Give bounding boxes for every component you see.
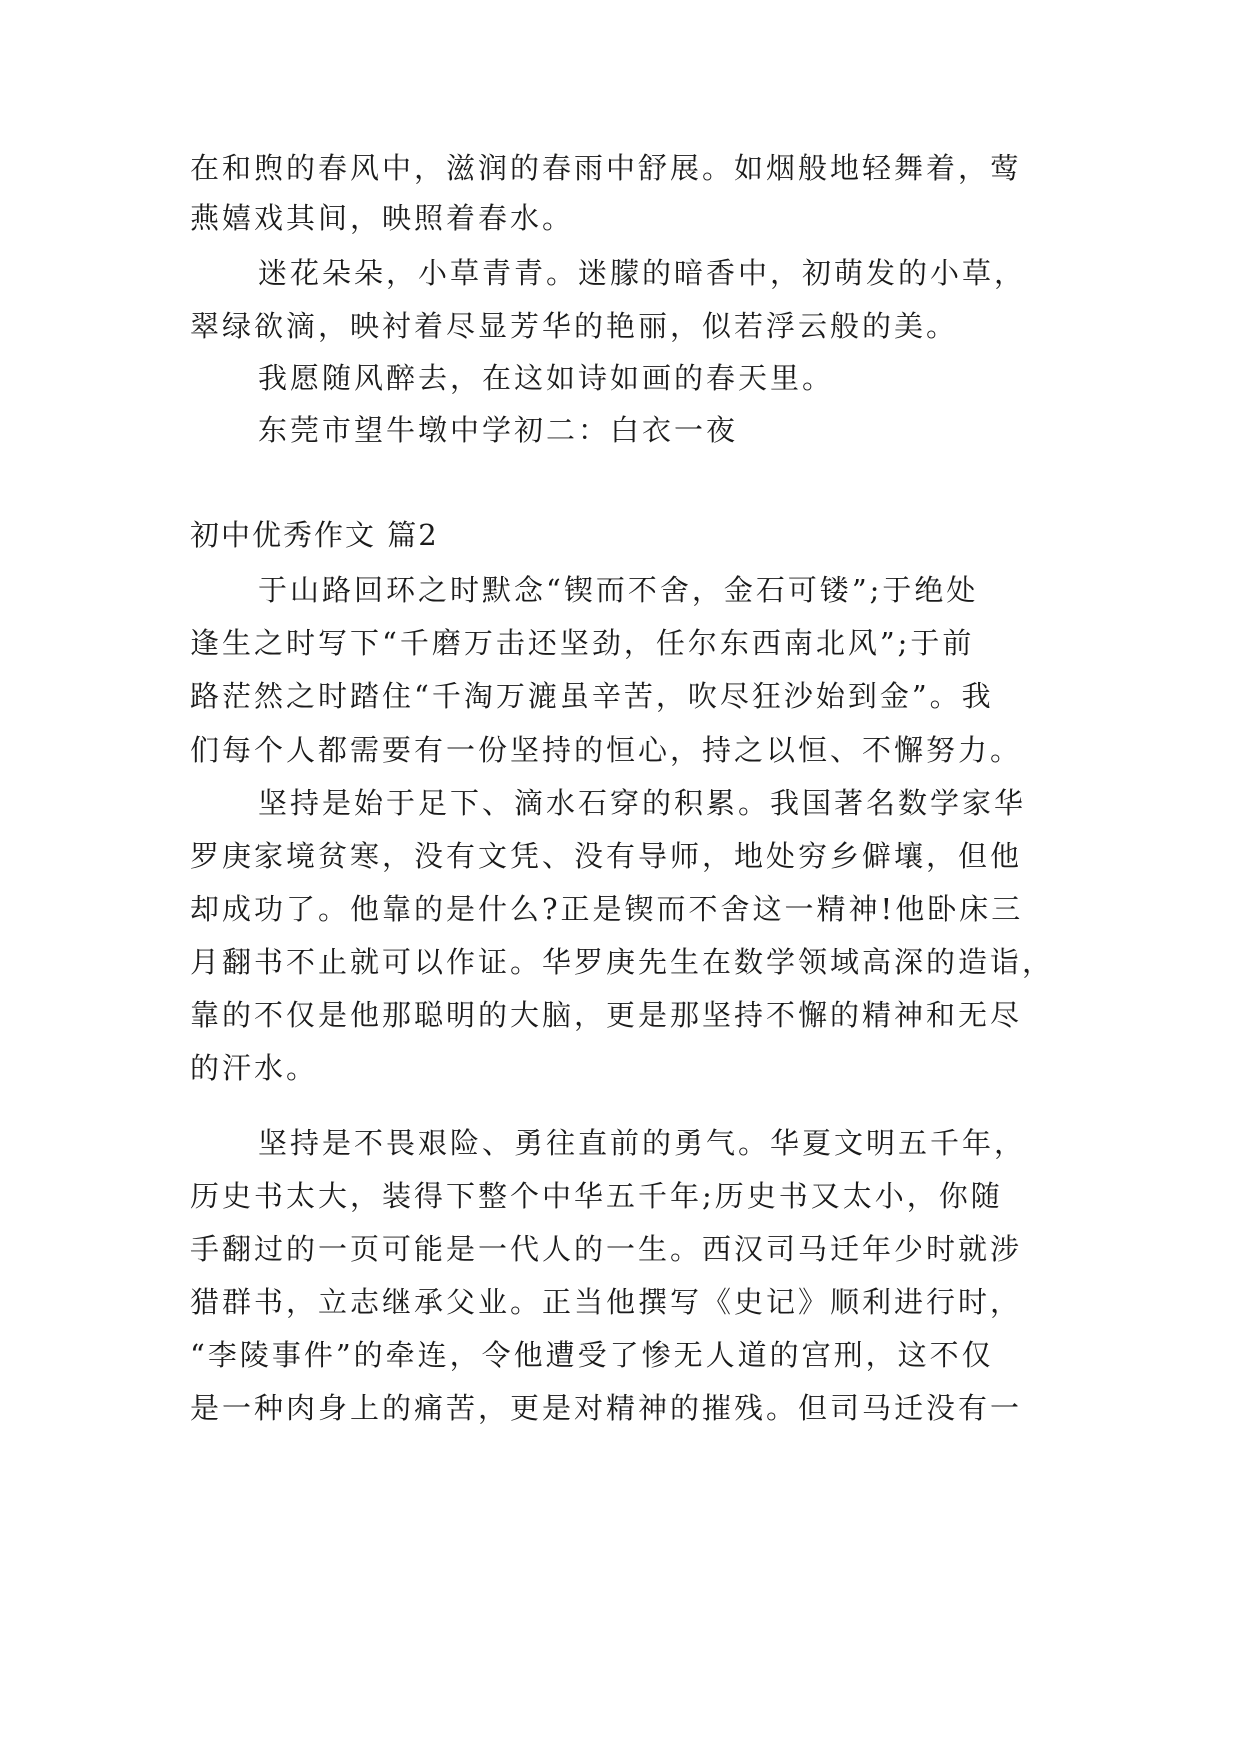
paragraph-line: 在和煦的春风中，滋润的春雨中舒展。如烟般地轻舞着，莺 (190, 151, 1023, 185)
paragraph-line: 手翻过的一页可能是一代人的一生。西汉司马迁年少时就涉 (190, 1232, 1023, 1266)
paragraph-line: 燕嬉戏其间，映照着春水。 (190, 201, 575, 235)
paragraph-line: 坚持是不畏艰险、勇往直前的勇气。华夏文明五千年， (258, 1126, 1027, 1160)
paragraph-line: 我愿随风醉去，在这如诗如画的春天里。 (258, 361, 835, 395)
paragraph-line: 迷花朵朵，小草青青。迷朦的暗香中，初萌发的小草， (258, 256, 1027, 290)
paragraph-line: 靠的不仅是他那聪明的大脑，更是那坚持不懈的精神和无尽 (190, 998, 1023, 1032)
paragraph-line: 翠绿欲滴，映衬着尽显芳华的艳丽，似若浮云般的美。 (190, 309, 959, 343)
paragraph-line: 的汗水。 (190, 1051, 319, 1085)
paragraph-line: 逢生之时写下“千磨万击还坚劲，任尔东西南北风”;于前 (190, 626, 975, 660)
paragraph-line: 猎群书，立志继承父业。正当他撰写《史记》顺利进行时， (190, 1285, 1023, 1319)
paragraph-line: 历史书太大，装得下整个中华五千年;历史书又太小，你随 (190, 1179, 1003, 1213)
paragraph-line: 于山路回环之时默念“锲而不舍，金石可镂”;于绝处 (258, 573, 979, 607)
paragraph-line: 们每个人都需要有一份坚持的恒心，持之以恒、不懈努力。 (190, 733, 1023, 767)
paragraph-line: 却成功了。他靠的是什么?正是锲而不舍这一精神!他卧床三 (190, 892, 1024, 926)
paragraph-line: 路茫然之时踏住“千淘万漉虽辛苦，吹尽狂沙始到金”。我 (190, 679, 994, 713)
author-line: 东莞市望牛墩中学初二：白衣一夜 (258, 413, 739, 447)
paragraph-line: 月翻书不止就可以作证。华罗庚先生在数学领域高深的造诣， (190, 945, 1055, 979)
paragraph-line: 罗庚家境贫寒，没有文凭、没有导师，地处穷乡僻壤，但他 (190, 839, 1023, 873)
paragraph-line: 是一种肉身上的痛苦，更是对精神的摧残。但司马迁没有一 (190, 1391, 1023, 1425)
paragraph-line: “李陵事件”的牵连，令他遭受了惨无人道的宫刑，这不仅 (190, 1338, 994, 1372)
section-heading: 初中优秀作文 篇2 (190, 518, 439, 552)
paragraph-line: 坚持是始于足下、滴水石穿的积累。我国著名数学家华 (258, 786, 1027, 820)
